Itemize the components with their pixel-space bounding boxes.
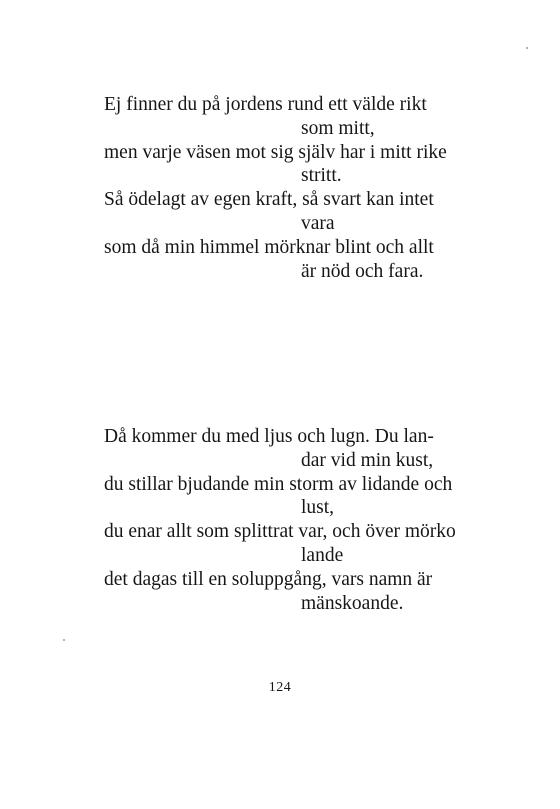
verse-line-continuation: dar vid min kust, <box>301 449 434 471</box>
verse-line-continuation: som mitt, <box>301 117 375 139</box>
verse-line: som då min himmel mörknar blint och allt <box>104 236 434 258</box>
stanza-2 <box>0 425 560 615</box>
paper-speck <box>63 639 65 641</box>
verse-line: det dagas till en soluppgång, vars namn är <box>104 568 433 590</box>
verse-line-continuation: är nöd och fara. <box>301 260 424 282</box>
paper-speck <box>526 47 528 49</box>
verse-line-continuation: lust, <box>301 497 335 519</box>
page-number: 124 <box>268 680 292 695</box>
verse-line-continuation: stritt. <box>301 165 342 187</box>
verse-line: du enar allt som splittrat var, och över mörko <box>104 521 456 543</box>
verse-line: Ej finner du på jordens rund ett välde rikt <box>104 94 427 115</box>
verse-line: du stillar bjudande min storm av lidande och <box>104 473 453 495</box>
stanza-1 <box>0 93 560 283</box>
verse-line: Då kommer du med ljus och lugn. Du lan- <box>104 426 434 447</box>
verse-line: men varje väsen mot sig själv har i mitt rike <box>104 141 447 163</box>
verse-line-continuation: mänskoande. <box>301 592 404 614</box>
verse-line-continuation: vara <box>301 212 335 234</box>
verse-line-continuation: lande <box>301 544 344 566</box>
verse-line: Så ödelagt av egen kraft, så svart kan intet <box>104 189 434 211</box>
